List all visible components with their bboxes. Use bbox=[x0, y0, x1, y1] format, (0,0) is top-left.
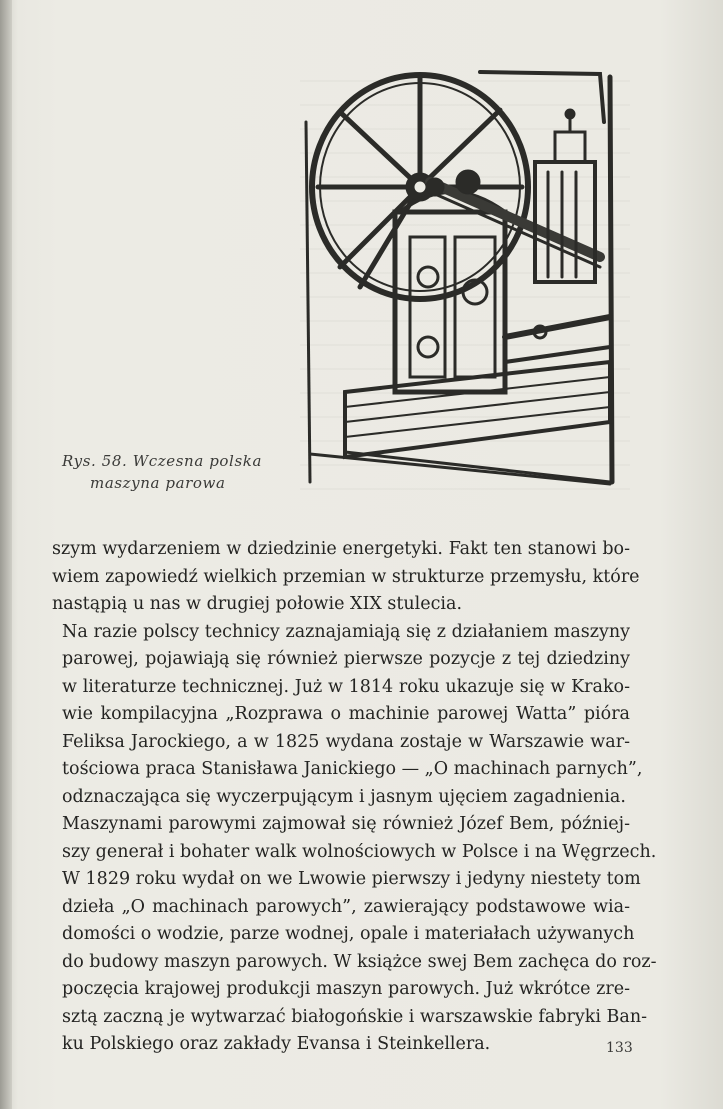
text-line: dzieła „O machinach parowych”, zawierający podstawowe wia- bbox=[62, 896, 630, 917]
text-line: szym wydarzeniem w dziedzinie energetyki. Fakt ten stanowi bo- bbox=[52, 539, 630, 559]
caption-line-1: Rys. 58. Wczesna polska bbox=[62, 452, 262, 470]
text-line: odznaczająca się wyczerpującym i jasnym ujęciem zagadnienia. bbox=[62, 786, 626, 807]
text-line: Feliksa Jarockiego, a w 1825 wydana zostaje w Warszawie war- bbox=[62, 731, 630, 752]
text-line: domości o wodzie, parze wodnej, opale i materiałach używanych bbox=[62, 924, 635, 944]
paragraph-3 bbox=[52, 811, 657, 1059]
body-text bbox=[52, 536, 657, 1059]
text-line: nastąpią u nas w drugiej połowie XIX stulecia. bbox=[52, 594, 463, 614]
text-line: szy generał i bohater walk wolnościowych w Polsce i na Węgrzech. bbox=[62, 841, 657, 862]
text-line: wie kompilacyjna „Rozprawa o machinie parowej Watta” pióra bbox=[62, 704, 630, 724]
steam-engine-illustration bbox=[300, 62, 628, 492]
text-line: tościowa praca Stanisława Janickiego — „O machinach parnych”, bbox=[62, 759, 643, 779]
text-line: parowej, pojawiają się również pierwsze pozycje z tej dziedziny bbox=[62, 649, 630, 669]
page-binding-edge bbox=[0, 0, 12, 1109]
page-number: 133 bbox=[606, 1040, 633, 1056]
caption-line-2: maszyna parowa bbox=[90, 474, 226, 492]
paragraph-2 bbox=[52, 619, 643, 812]
text-line: sztą zaczną je wytwarzać białogońskie i warszawskie fabryki Ban- bbox=[62, 1006, 648, 1027]
text-line: wiem zapowiedź wielkich przemian w strukturze przemysłu, które bbox=[52, 566, 640, 587]
figure-caption bbox=[62, 450, 282, 494]
paragraph-1 bbox=[52, 536, 640, 619]
text-line: Maszynami parowymi zajmował się również Józef Bem, później- bbox=[62, 814, 630, 834]
text-line: w literaturze technicznej. Już w 1814 roku ukazuje się w Krako- bbox=[62, 676, 630, 697]
text-line: Na razie polscy technicy zaznajamiają się z działaniem maszyny bbox=[62, 621, 630, 642]
text-line: poczęcia krajowej produkcji maszyn parowych. Już wkrótce zre- bbox=[62, 979, 630, 999]
text-line: do budowy maszyn parowych. W książce swej Bem zachęca do roz- bbox=[62, 951, 657, 972]
text-line: ku Polskiego oraz zakłady Evansa i Steinkellera. bbox=[62, 1034, 491, 1054]
text-line: W 1829 roku wydał on we Lwowie pierwszy i jedyny niestety tom bbox=[62, 869, 641, 889]
